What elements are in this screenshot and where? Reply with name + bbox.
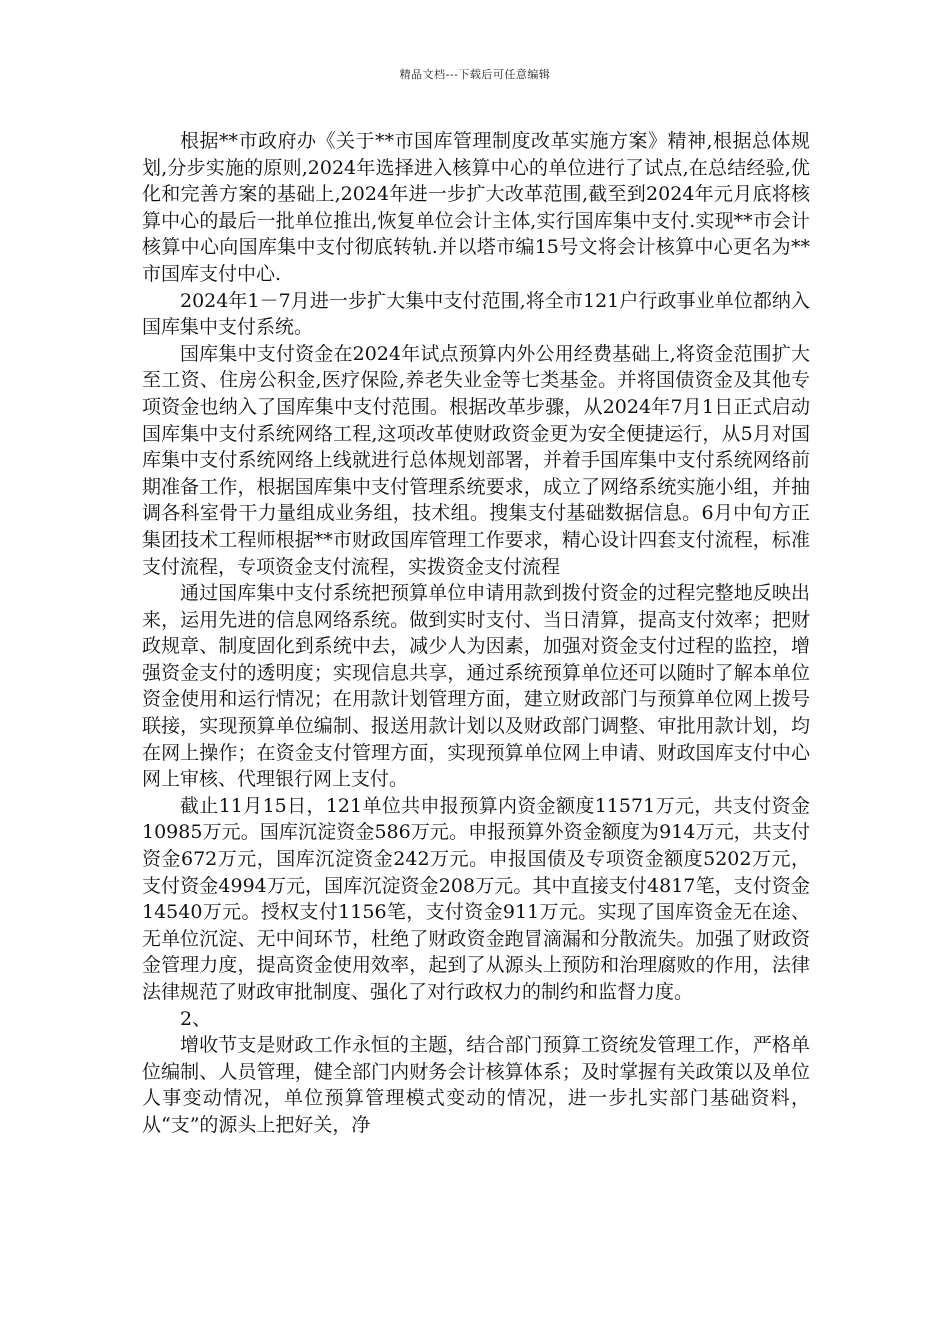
- paragraph-4: 通过国库集中支付系统把预算单位申请用款到拨付资金的过程完整地反映出来，运用先进的信息网络系统。做到实时支付、当日清算，提高支付效率；把财政规章、制度固化到系统中去，减少人为因素，加强对资金支付过程的监控，增强资金支付的透明度；实现信息共享，通过系统预算单位还可以随时了解本单位资金使用和运行情况；在用款计划管理方面，建立财政部门与预算单位网上拨号联接，实现预算单位编制、报送用款计划以及财政部门调整、审批用款计划，均在网上操作；在资金支付管理方面，实现预算单位网上申请、财政国库支付中心网上审核、代理银行网上支付。: [142, 582, 810, 791]
- page-header: 精品文档---下载后可任意编辑: [399, 68, 551, 81]
- paragraph-6: 增收节支是财政工作永恒的主题，结合部门预算工资统发管理工作，严格单位编制、人员管理，健全部门内财务会计核算体系；及时掌握有关政策以及单位人事变动情况，单位预算管理模式变动的情况，进一步扎实部门基础资料，从“支”的源头上把好关，净: [142, 1034, 810, 1136]
- paragraph-2: 2024年1－7月进一步扩大集中支付范围,将全市121户行政事业单位都纳入国库集中支付系统。: [142, 289, 810, 339]
- section-number: 2、: [180, 1007, 212, 1030]
- paragraph-3: 国库集中支付资金在2024年试点预算内外公用经费基础上,将资金范围扩大至工资、住房公积金,医疗保险,养老失业金等七类基金。并将国债资金及其他专项资金也纳入了国库集中支付范围。根据改革步骤，从2024年7月1日正式启动国库集中支付系统网络工程,这项改革使财政资金更为安全便捷运行，从5月对国库集中支付系统网络上线就进行总体规划部署，并着手国库集中支付系统网络前期准备工作，根据国库集中支付管理系统要求，成立了网络系统实施小组，并抽调各科室骨干力量组成业务组，技术组。搜集支付基础数据信息。6月中旬方正集团技术工程师根据**市财政国库管理工作要求，精心设计四套支付流程，标准支付流程，专项资金支付流程，实拨资金支付流程: [142, 342, 810, 578]
- paragraph-5: 截止11月15日，121单位共申报预算内资金额度11571万元，共支付资金10985万元。国库沉淀资金586万元。申报预算外资金额度为914万元，共支付资金672万元，国库沉淀资金242万元。申报国债及专项资金额度5202万元，支付资金4994万元，国库沉淀资金208万元。其中直接支付4817笔，支付资金14540万元。授权支付1156笔，支付资金911万元。实现了国库资金无在途、无单位沉淀、无中间环节，杜绝了财政资金跑冒滴漏和分散流失。加强了财政资金管理力度，提高资金使用效率，起到了从源头上预防和治理腐败的作用，法律法律规范了财政审批制度、强化了对行政权力的制约和监督力度。: [142, 794, 810, 1003]
- document-body: [142, 128, 810, 1139]
- paragraph-1: 根据**市政府办《关于**市国库管理制度改革实施方案》精神,根据总体规划,分步实施的原则,2024年选择进入核算中心的单位进行了试点,在总结经验,优化和完善方案的基础上,2024年进一步扩大改革范围,截至到2024年元月底将核算中心的最后一批单位推出,恢复单位会计主体,实行国库集中支付.实现**市会计核算中心向国库集中支付彻底转轨.并以塔市编15号文将会计核算中心更名为**市国库支付中心.: [142, 130, 810, 285]
